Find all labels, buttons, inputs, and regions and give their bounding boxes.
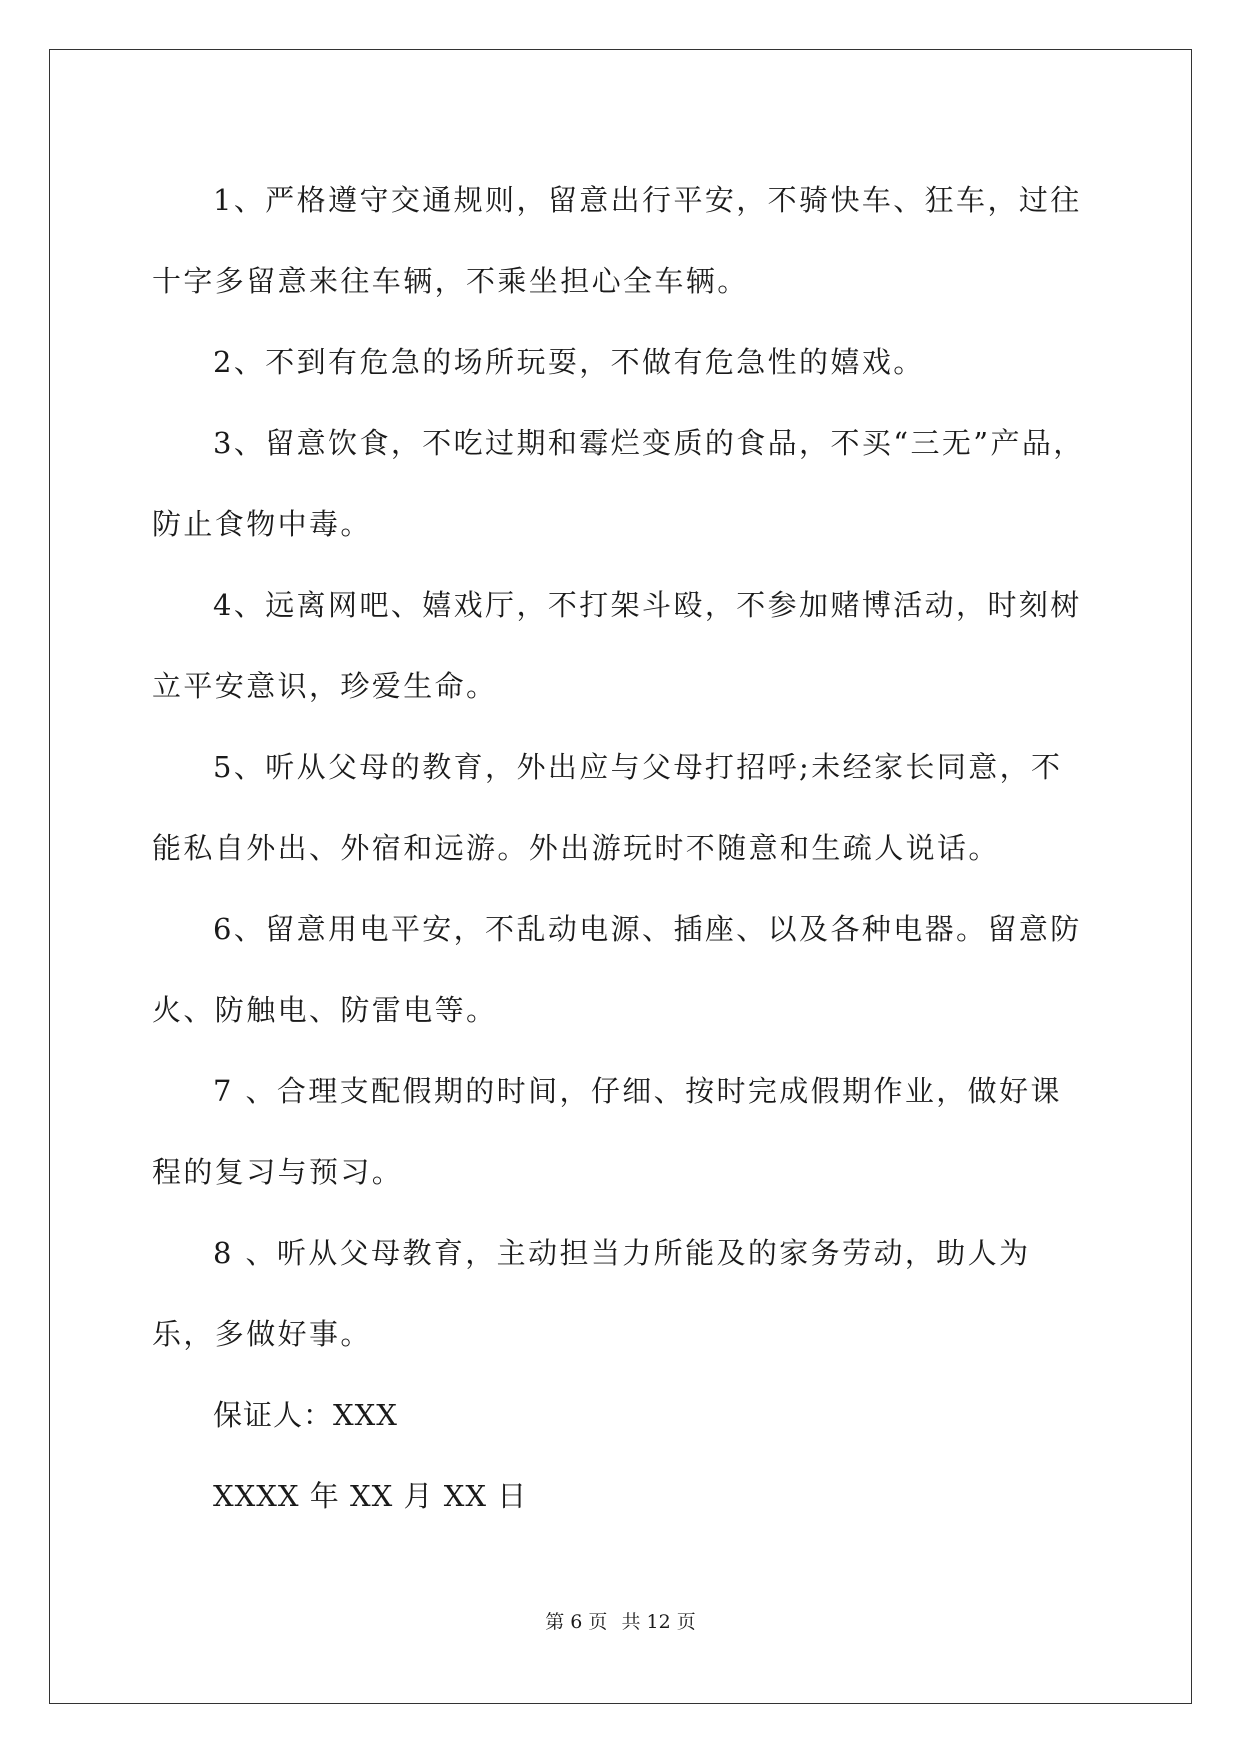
page-footer bbox=[0, 1607, 1241, 1634]
paragraph-7: 7 、合理支配假期的时间，仔细、按时完成假期作业，做好课程的复习与预习。 bbox=[152, 1074, 1062, 1189]
guarantor-line: 保证人：XXX bbox=[213, 1398, 398, 1432]
page-total: 共 12 页 bbox=[621, 1611, 696, 1633]
page-number: 第 6 页 bbox=[545, 1611, 608, 1633]
document-body bbox=[152, 160, 1092, 1537]
paragraph-4: 4、远离网吧、嬉戏厅，不打架斗殴，不参加赌博活动，时刻树立平安意识，珍爱生命。 bbox=[152, 588, 1082, 703]
paragraph-1: 1、严格遵守交通规则，留意出行平安，不骑快车、狂车，过往十字多留意来往车辆，不乘坐担心全车辆。 bbox=[152, 183, 1082, 298]
paragraph-5: 5、听从父母的教育，外出应与父母打招呼;未经家长同意，不能私自外出、外宿和远游。外出游玩时不随意和生疏人说话。 bbox=[152, 750, 1063, 865]
paragraph-8: 8 、听从父母教育，主动担当力所能及的家务劳动，助人为乐，多做好事。 bbox=[152, 1236, 1031, 1351]
date-line: XXXX 年 XX 月 XX 日 bbox=[213, 1479, 528, 1513]
paragraph-3: 3、留意饮食，不吃过期和霉烂变质的食品，不买“三无”产品，防止食物中毒。 bbox=[152, 426, 1085, 541]
paragraph-6: 6、留意用电平安，不乱动电源、插座、以及各种电器。留意防火、防触电、防雷电等。 bbox=[152, 912, 1082, 1027]
paragraph-2: 2、不到有危急的场所玩耍，不做有危急性的嬉戏。 bbox=[213, 345, 925, 379]
